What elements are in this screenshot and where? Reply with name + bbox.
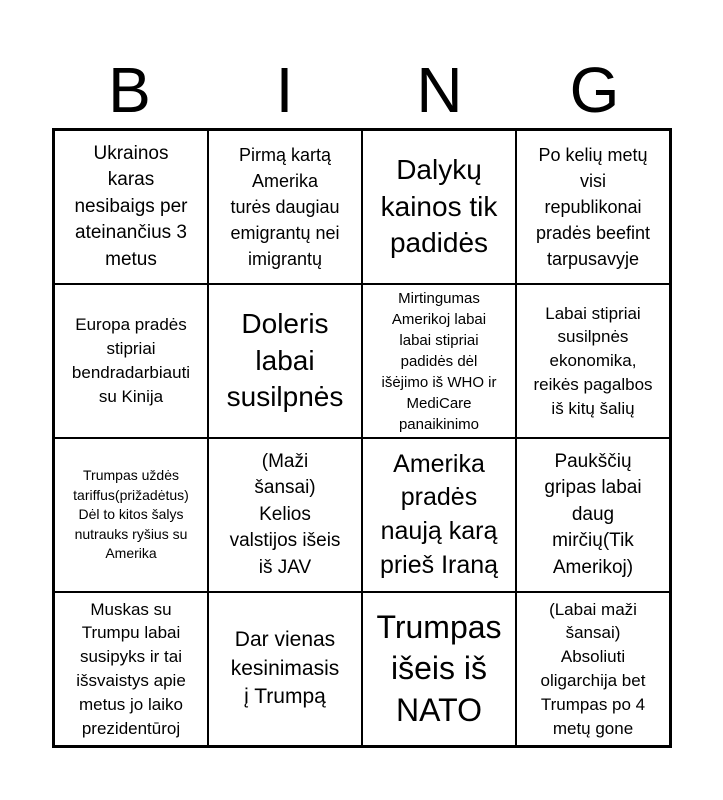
bingo-cell-text: Dalykų kainos tik padidės (380, 154, 498, 259)
bingo-cell-text: Europa pradės stipriai bendradarbiauti su Kinija (71, 315, 191, 406)
bingo-cell[interactable] (516, 438, 670, 592)
bingo-cell[interactable] (54, 592, 208, 746)
header-letter-g: G (569, 54, 620, 126)
bingo-cell[interactable] (208, 130, 362, 284)
bingo-cell[interactable] (54, 130, 208, 284)
bingo-cell-text: Trumpas uždės tariffus(prižadėtus) Dėl to kitos šalys nutrauks ryšius su Amerika (73, 467, 189, 562)
bingo-card-grid (52, 128, 672, 748)
bingo-cell-text: Dar vienas kesinimasis į Trumpą (230, 628, 340, 709)
bingo-cell[interactable] (516, 592, 670, 746)
bingo-cell-text: Mirtingumas Amerikoj labai labai stipriai padidės dėl išėjimo iš WHO ir MediCare panaikinimo (381, 289, 497, 433)
bingo-cell-text: Trumpas išeis iš NATO (376, 608, 502, 728)
bingo-cell[interactable] (362, 592, 516, 746)
bingo-cell[interactable] (516, 130, 670, 284)
bingo-cell[interactable] (208, 592, 362, 746)
bingo-cell-text: (Maži šansai) Kelios valstijos išeis iš JAV (229, 450, 341, 578)
bingo-cell[interactable] (54, 438, 208, 592)
bingo-cell-text: Labai stipriai susilpnės ekonomika, reikės pagalbos iš kitų šalių (533, 303, 653, 418)
bingo-cell-text: (Labai maži šansai) Absoliuti oligarchija bet Trumpas po 4 metų gone (540, 599, 646, 738)
header-letter-n: N (416, 54, 463, 126)
bingo-cell[interactable] (516, 284, 670, 438)
bingo-header (52, 52, 672, 128)
bingo-cell[interactable] (362, 284, 516, 438)
header-letter-b: B (108, 54, 151, 126)
bingo-cell-text: Doleris labai susilpnės (226, 308, 344, 413)
bingo-cell-text: Muskas su Trumpu labai susipyks ir tai išsvaistys apie metus jo laiko prezidentūroj (76, 599, 186, 738)
bingo-cell-text: Paukščių gripas labai daug mirčių(Tik Amerikoj) (544, 450, 642, 578)
bingo-cell[interactable] (208, 438, 362, 592)
bingo-cell-text: Amerika pradės naują karą prieš Iraną (379, 449, 499, 579)
header-letter-i: I (275, 54, 294, 126)
bingo-cell[interactable] (54, 284, 208, 438)
bingo-cell-text: Pirmą kartą Amerika turės daugiau emigrantų nei imigrantų (230, 144, 340, 270)
bingo-cell-text: Ukrainos karas nesibaigs per ateinančius 3 metus (74, 142, 188, 270)
bingo-cell[interactable] (208, 284, 362, 438)
bingo-cell[interactable] (362, 438, 516, 592)
bingo-cell-text: Po kelių metų visi republikonai pradės beefint tarpusavyje (535, 144, 651, 270)
bingo-cell[interactable] (362, 130, 516, 284)
